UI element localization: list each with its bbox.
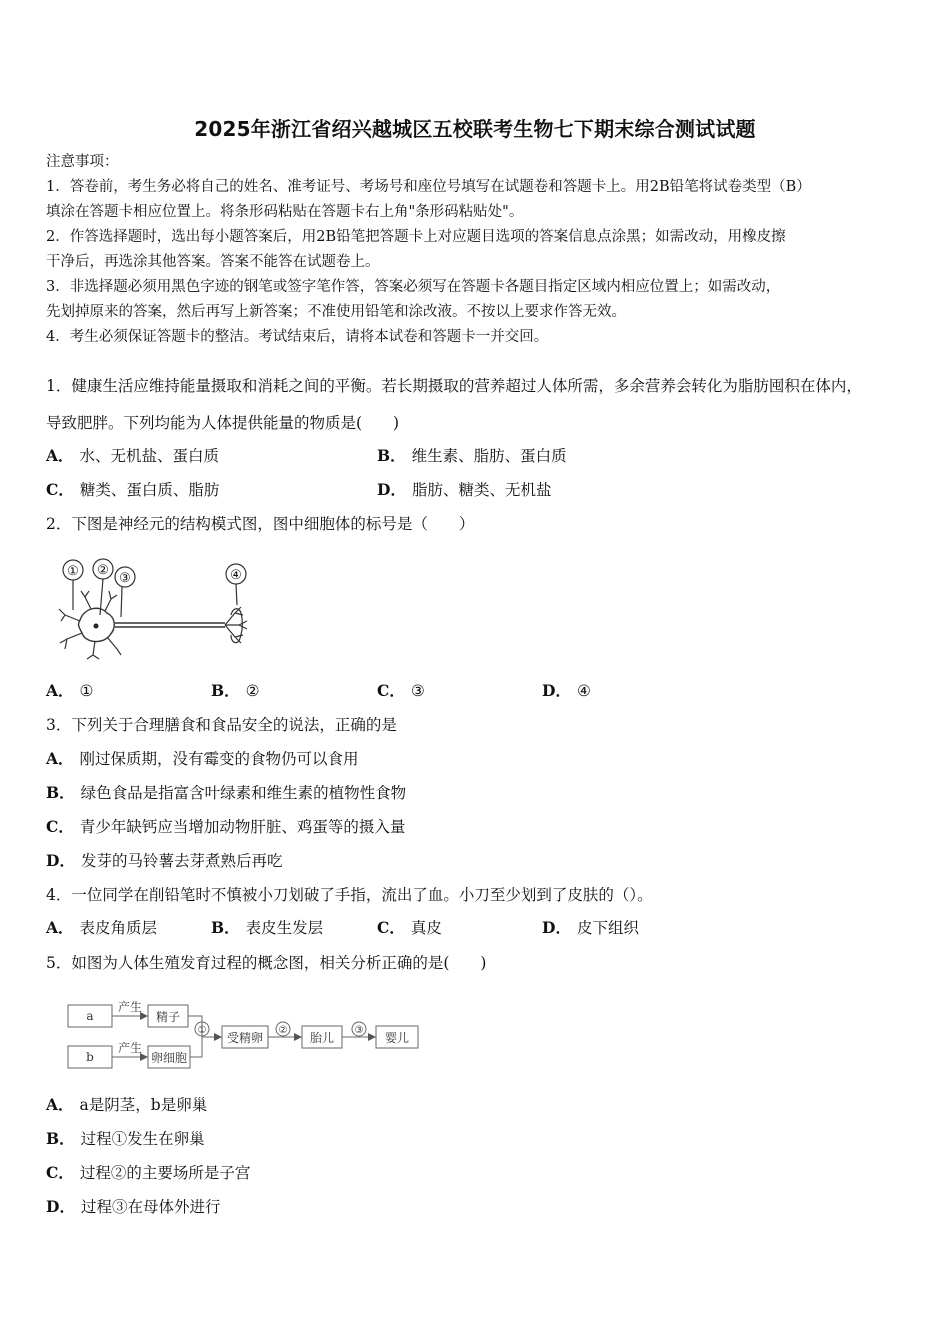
q4-option-a: [46, 917, 157, 939]
option-label: D．: [542, 918, 571, 937]
option-text: 过程③在母体外进行: [80, 1198, 221, 1216]
option-label: D．: [377, 480, 406, 499]
option-text: 脂肪、糖类、无机盐: [411, 481, 552, 499]
notice-line: 填涂在答题卡相应位置上。将条形码粘贴在答题卡右上角"条形码粘贴处"。: [46, 204, 524, 220]
option-label: A．: [46, 1095, 74, 1114]
label-fetus: 胎儿: [309, 1031, 335, 1045]
q4-option-b: [211, 917, 323, 939]
notice-line: 先划掉原来的答案，然后再写上新答案；不准使用铅笔和涂改液。不按以上要求作答无效。: [46, 304, 626, 320]
q1-option-c: [46, 479, 219, 501]
option-text: ④: [576, 682, 591, 700]
option-text: 刚过保质期，没有霉变的食物仍可以食用: [79, 750, 359, 768]
option-text: 表皮角质层: [79, 919, 158, 937]
q5-option-d: [46, 1196, 220, 1218]
q4-option-d: [542, 917, 639, 939]
label-step-3: ③: [354, 1025, 364, 1036]
label-egg: 卵细胞: [150, 1051, 188, 1065]
q5-option-b: [46, 1128, 205, 1150]
q3-option-d: [46, 850, 282, 872]
option-text: 表皮生发层: [245, 919, 324, 937]
q1-option-b: [377, 445, 567, 467]
option-text: 过程②的主要场所是子宫: [79, 1164, 251, 1182]
q2-option-d: [542, 680, 591, 702]
q3-option-a: [46, 748, 359, 770]
option-label: B．: [211, 681, 240, 700]
reproduction-concept-map: [62, 996, 432, 1076]
question-1-line1: 1．健康生活应维持能量摄取和消耗之间的平衡。若长期摄取的营养超过人体所需，多余营养会转化为脂肪囤积在体内，: [46, 377, 862, 395]
option-label: C．: [377, 681, 405, 700]
option-label: B．: [46, 1129, 75, 1148]
option-label: D．: [46, 851, 75, 870]
q1-option-a: [46, 445, 219, 467]
option-text: 糖类、蛋白质、脂肪: [79, 481, 220, 499]
option-text: 真皮: [410, 919, 442, 937]
question-4-text: 4．一位同学在削铅笔时不慎被小刀划破了手指，流出了血。小刀至少划到了皮肤的（）。: [46, 886, 653, 904]
option-label: D．: [542, 681, 571, 700]
figure-label-3: ③: [119, 571, 131, 586]
question-5-text: 5．如图为人体生殖发育过程的概念图，相关分析正确的是( ): [46, 954, 487, 972]
option-text: 绿色食品是指富含叶绿素和维生素的植物性食物: [80, 784, 407, 802]
option-label: B．: [211, 918, 240, 937]
option-text: 维生素、脂肪、蛋白质: [411, 447, 567, 465]
label-step-2: ②: [278, 1025, 288, 1036]
label-produce-1: 产生: [117, 1000, 143, 1014]
label-b: b: [86, 1050, 94, 1064]
neuron-figure: [55, 555, 255, 665]
option-label: A．: [46, 918, 74, 937]
q2-option-c: [377, 680, 425, 702]
q5-option-c: [46, 1162, 250, 1184]
label-sperm: 精子: [155, 1010, 181, 1024]
figure-label-4: ④: [230, 568, 242, 583]
option-label: C．: [46, 1163, 74, 1182]
question-2-text: 2．下图是神经元的结构模式图，图中细胞体的标号是（ ）: [46, 515, 475, 533]
notice-line: 1．答卷前，考生务必将自己的姓名、准考证号、考场号和座位号填写在试题卷和答题卡上。用2B铅笔将试卷类型（B）: [46, 179, 811, 195]
label-produce-2: 产生: [117, 1041, 143, 1055]
option-label: B．: [377, 446, 406, 465]
option-text: ①: [79, 682, 94, 700]
option-label: A．: [46, 446, 74, 465]
label-baby: 婴儿: [384, 1031, 410, 1045]
label-step-1: ①: [197, 1025, 207, 1036]
option-label: A．: [46, 749, 74, 768]
option-label: D．: [46, 1197, 75, 1216]
q5-option-a: [46, 1094, 207, 1116]
option-text: 皮下组织: [576, 919, 639, 937]
q3-option-c: [46, 816, 405, 838]
option-text: ②: [245, 682, 260, 700]
q3-option-b: [46, 782, 406, 804]
notice-line: 3．非选择题必须用黑色字迹的钢笔或签字笔作答，答案必须写在答题卡各题目指定区域内相应位置上；如需改动，: [46, 279, 781, 295]
option-label: C．: [46, 817, 74, 836]
q2-option-a: [46, 680, 93, 702]
figure-label-2: ②: [97, 563, 109, 578]
option-text: a是阴茎，b是卵巢: [79, 1096, 208, 1114]
notice-line: 4．考生必须保证答题卡的整洁。考试结束后，请将本试卷和答题卡一并交回。: [46, 329, 549, 345]
q1-option-d: [377, 479, 551, 501]
option-label: B．: [46, 783, 75, 802]
option-text: 青少年缺钙应当增加动物肝脏、鸡蛋等的摄入量: [79, 818, 406, 836]
label-zygote: 受精卵: [226, 1031, 264, 1045]
q4-option-c: [377, 917, 442, 939]
notice-heading: 注意事项：: [46, 154, 119, 170]
option-label: C．: [377, 918, 405, 937]
option-text: 过程①发生在卵巢: [80, 1130, 205, 1148]
option-label: A．: [46, 681, 74, 700]
option-text: 水、无机盐、蛋白质: [79, 447, 220, 465]
notice-section: [46, 150, 916, 350]
question-3-text: 3．下列关于合理膳食和食品安全的说法，正确的是: [46, 716, 397, 734]
option-text: 发芽的马铃薯去芽煮熟后再吃: [80, 852, 283, 870]
option-label: C．: [46, 480, 74, 499]
q2-option-b: [211, 680, 260, 702]
label-a: a: [86, 1009, 94, 1023]
figure-label-1: ①: [67, 564, 79, 579]
page-title: 2025年浙江省绍兴越城区五校联考生物七下期末综合测试试题: [194, 117, 756, 141]
question-1-line2: 导致肥胖。下列均能为人体提供能量的物质是( ): [46, 414, 400, 432]
option-text: ③: [410, 682, 425, 700]
notice-line: 2．作答选择题时，选出每小题答案后，用2B铅笔把答题卡上对应题目选项的答案信息点涂黑；如需改动，用橡皮擦: [46, 229, 786, 245]
notice-line: 干净后，再选涂其他答案。答案不能答在试题卷上。: [46, 254, 380, 270]
